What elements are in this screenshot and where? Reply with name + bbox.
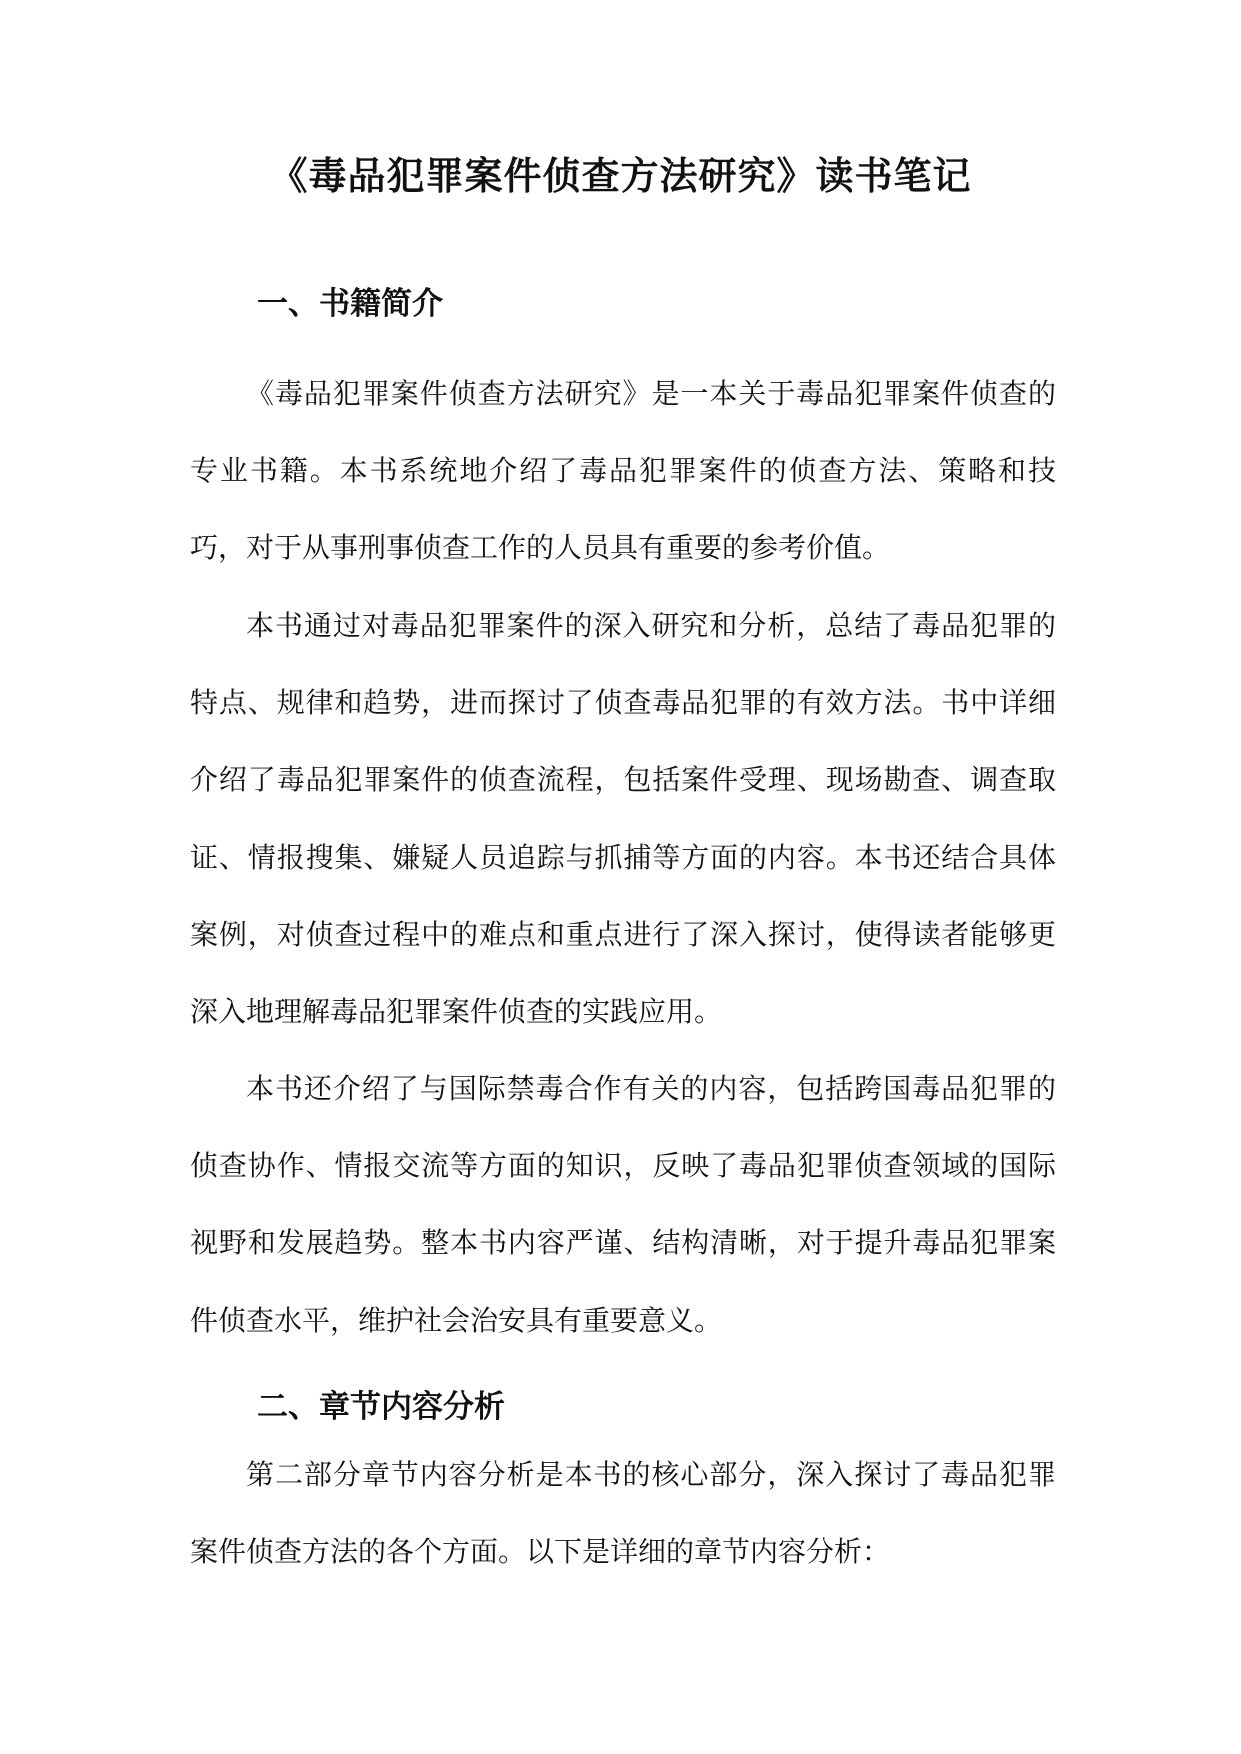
section-heading-intro: 一、书籍简介 [257,286,443,322]
section-heading-chapters: 二、章节内容分析 [257,1389,505,1425]
paragraph-intro-3: 本书还介绍了与国际禁毒合作有关的内容，包括跨国毒品犯罪的侦查协作、情报交流等方面的知识，反映了毒品犯罪侦查领域的国际视野和发展趋势。整本书内容严谨、结构清晰，对于提升毒品犯罪案件侦查水平，维护社会治安具有重要意义。 [190,1072,1056,1337]
document-title: 《毒品犯罪案件侦查方法研究》读书笔记 [269,153,972,198]
paragraph-chapters-1: 第二部分章节内容分析是本书的核心部分，深入探讨了毒品犯罪案件侦查方法的各个方面。以下是详细的章节内容分析： [190,1458,1056,1569]
paragraph-intro-2: 本书通过对毒品犯罪案件的深入研究和分析，总结了毒品犯罪的特点、规律和趋势，进而探讨了侦查毒品犯罪的有效方法。书中详细介绍了毒品犯罪案件的侦查流程，包括案件受理、现场勘查、调查取证、情报搜集、嫌疑人员追踪与抓捕等方面的内容。本书还结合具体案例，对侦查过程中的难点和重点进行了深入探讨，使得读者能够更深入地理解毒品犯罪案件侦查的实践应用。 [190,609,1056,1029]
paragraph-intro-1: 《毒品犯罪案件侦查方法研究》是一本关于毒品犯罪案件侦查的专业书籍。本书系统地介绍了毒品犯罪案件的侦查方法、策略和技巧，对于从事刑事侦查工作的人员具有重要的参考价值。 [190,377,1056,565]
